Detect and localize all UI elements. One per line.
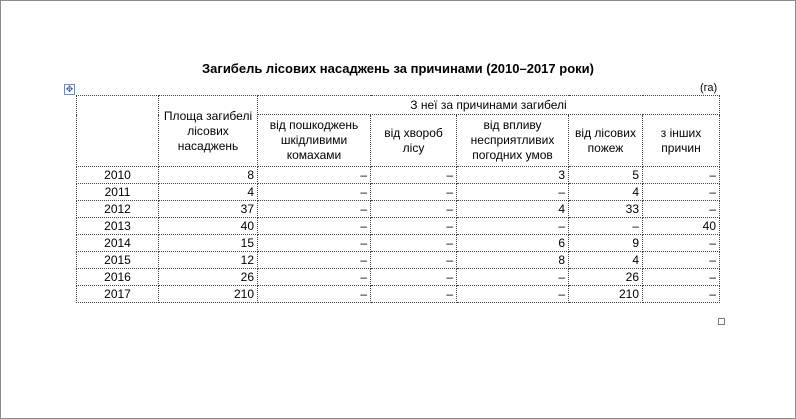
cell-year: 2013: [77, 218, 159, 235]
unit-label: (га): [700, 82, 718, 94]
cell-year: 2010: [77, 167, 159, 184]
cell-fires: 4: [569, 252, 643, 269]
cell-other: –: [643, 184, 720, 201]
cell-pests: –: [258, 252, 371, 269]
forest-loss-table: [76, 95, 720, 303]
cell-pests: –: [258, 167, 371, 184]
cell-diseases: –: [371, 201, 457, 218]
table-row: [77, 252, 720, 269]
cell-area: 8: [159, 167, 258, 184]
cell-area: 40: [159, 218, 258, 235]
cell-fires: 9: [569, 235, 643, 252]
cell-year: 2016: [77, 269, 159, 286]
table-row: [77, 218, 720, 235]
cell-weather: –: [457, 286, 569, 303]
cell-other: –: [643, 286, 720, 303]
cell-area: 15: [159, 235, 258, 252]
table-row: [77, 201, 720, 218]
cell-weather: –: [457, 269, 569, 286]
cell-diseases: –: [371, 269, 457, 286]
cell-diseases: –: [371, 184, 457, 201]
cell-year: 2014: [77, 235, 159, 252]
cell-pests: –: [258, 201, 371, 218]
cell-weather: 4: [457, 201, 569, 218]
cell-fires: –: [569, 218, 643, 235]
cell-area: 37: [159, 201, 258, 218]
cell-diseases: –: [371, 167, 457, 184]
cell-other: 40: [643, 218, 720, 235]
cell-weather: 6: [457, 235, 569, 252]
cell-other: –: [643, 201, 720, 218]
cell-pests: –: [258, 269, 371, 286]
cell-year: 2015: [77, 252, 159, 269]
cell-year: 2012: [77, 201, 159, 218]
cell-weather: 3: [457, 167, 569, 184]
header-area: Площа загибелі лісових насаджень: [159, 96, 258, 167]
table-move-handle-icon[interactable]: ✥: [65, 84, 74, 94]
cell-diseases: –: [371, 286, 457, 303]
cell-other: –: [643, 167, 720, 184]
table-row: [77, 184, 720, 201]
cell-pests: –: [258, 218, 371, 235]
cell-area: 12: [159, 252, 258, 269]
cell-other: –: [643, 252, 720, 269]
table-body: [77, 167, 720, 303]
cell-fires: 33: [569, 201, 643, 218]
table-row: [77, 167, 720, 184]
cell-fires: 210: [569, 286, 643, 303]
table-row: [77, 235, 720, 252]
header-diseases: від хвороб лісу: [371, 115, 457, 167]
cell-diseases: –: [371, 252, 457, 269]
table-title: Загибель лісових насаджень за причинами (2010–2017 роки): [202, 61, 594, 76]
cell-pests: –: [258, 235, 371, 252]
cell-other: –: [643, 235, 720, 252]
cell-other: –: [643, 269, 720, 286]
cell-diseases: –: [371, 218, 457, 235]
cell-area: 4: [159, 184, 258, 201]
table-resize-handle-icon[interactable]: [718, 318, 725, 325]
cell-fires: 4: [569, 184, 643, 201]
cell-area: 210: [159, 286, 258, 303]
cell-area: 26: [159, 269, 258, 286]
header-causes-group: З неї за причинами загибелі: [258, 96, 720, 115]
header-other: з інших причин: [643, 115, 720, 167]
header-year-empty: [77, 96, 159, 167]
cell-pests: –: [258, 286, 371, 303]
table-row: [77, 269, 720, 286]
cell-year: 2011: [77, 184, 159, 201]
cell-diseases: –: [371, 235, 457, 252]
cell-weather: –: [457, 184, 569, 201]
header-fires: від лісових пожеж: [569, 115, 643, 167]
header-pests: від пошкоджень шкідливими комахами: [258, 115, 371, 167]
cell-pests: –: [258, 184, 371, 201]
header-weather: від впливу несприятливих погодних умов: [457, 115, 569, 167]
cell-fires: 5: [569, 167, 643, 184]
cell-year: 2017: [77, 286, 159, 303]
cell-weather: –: [457, 218, 569, 235]
cell-weather: 8: [457, 252, 569, 269]
table-row: [77, 286, 720, 303]
cell-fires: 26: [569, 269, 643, 286]
